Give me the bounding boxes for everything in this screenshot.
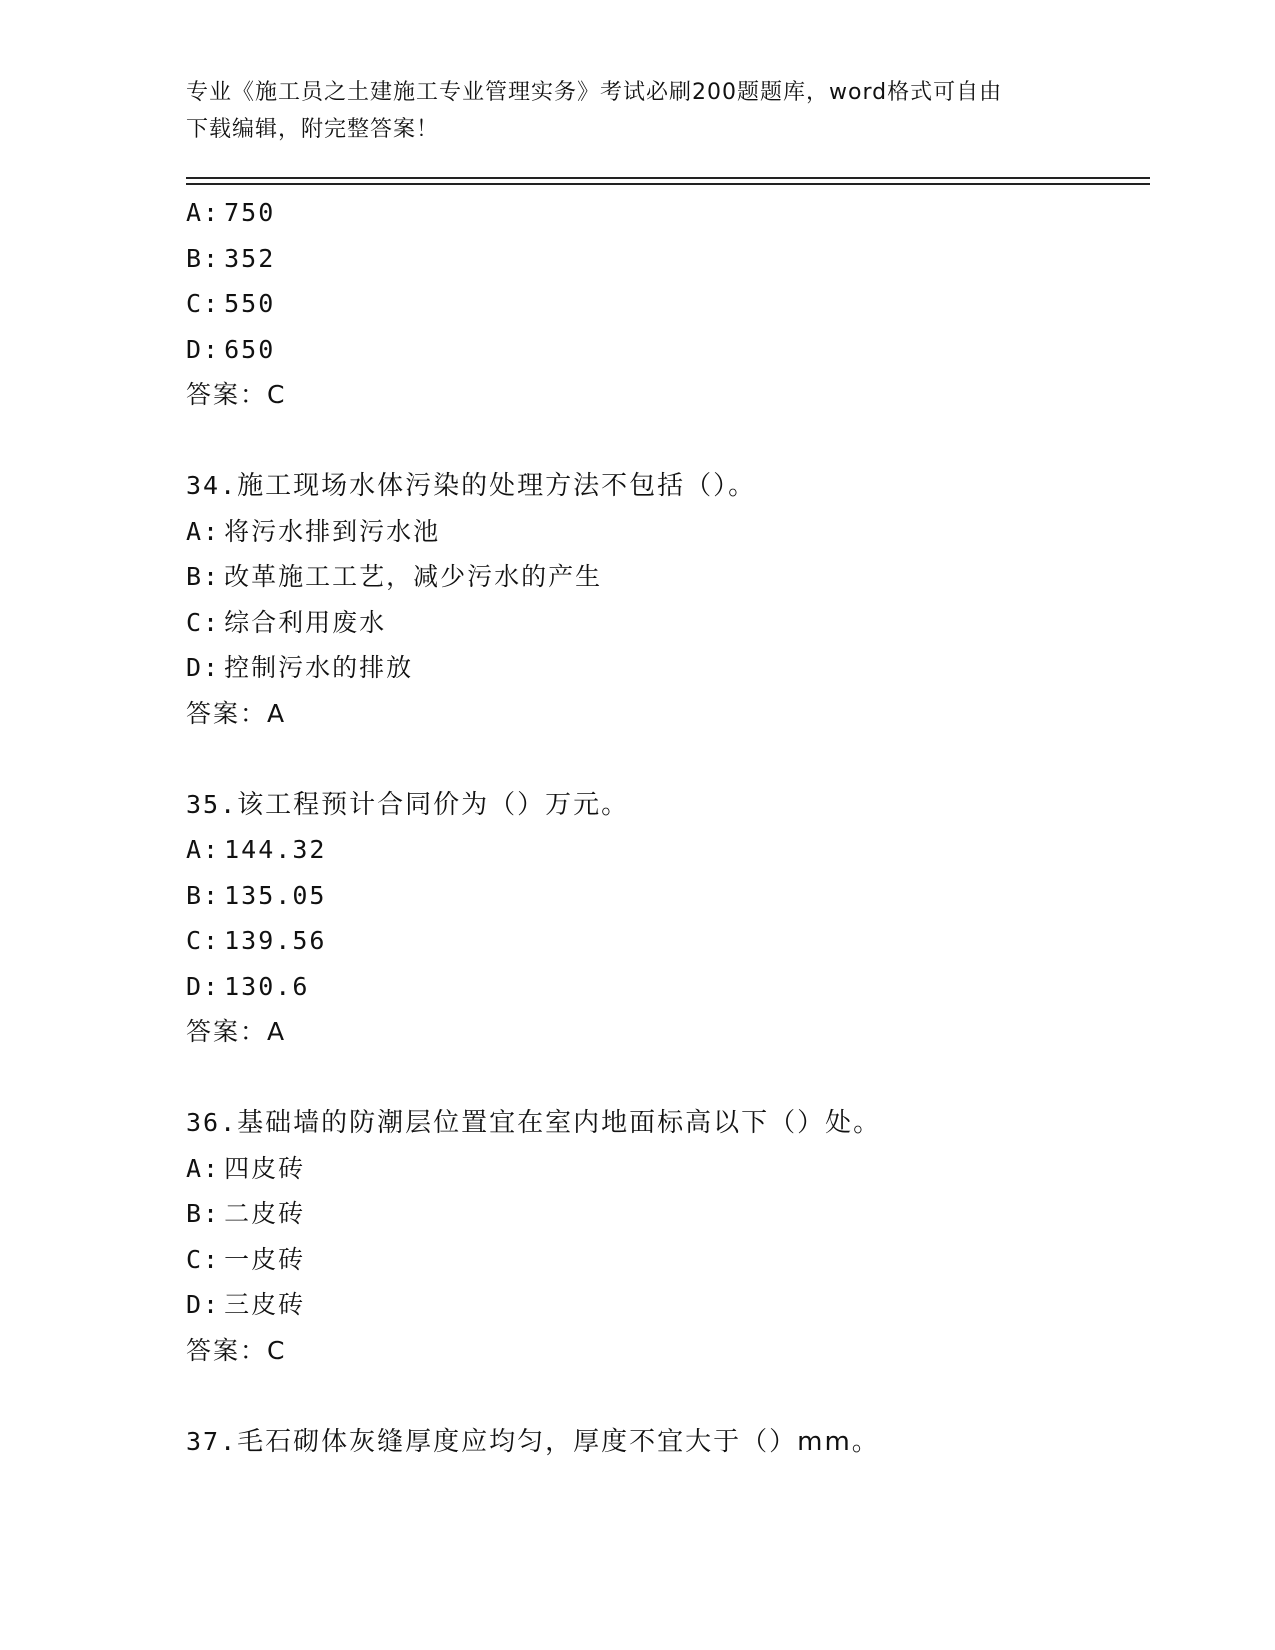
- answer-line: 答案：C: [186, 380, 287, 409]
- option-key: C:: [186, 1244, 221, 1274]
- option-a: [186, 1146, 1150, 1192]
- option-c: [186, 281, 1150, 327]
- option-text: 二皮砖: [224, 1199, 306, 1228]
- answer-line: 答案：A: [186, 1017, 287, 1046]
- option-key: C:: [186, 607, 221, 637]
- option-b: [186, 554, 1150, 600]
- option-text: 三皮砖: [224, 1290, 306, 1319]
- question-text: 该工程预计合同价为（）万元。: [237, 789, 630, 820]
- option-text: 135.05: [224, 880, 327, 910]
- option-key: A:: [186, 835, 221, 864]
- question-block-35: [186, 782, 1150, 1055]
- option-key: B:: [186, 880, 221, 910]
- question-stem: [186, 463, 1150, 509]
- option-text: 139.56: [224, 926, 327, 955]
- option-text: 352: [224, 243, 276, 273]
- question-text: 施工现场水体污染的处理方法不包括（）。: [237, 471, 757, 501]
- header-divider-bottom: [186, 183, 1150, 185]
- question-number: 34.: [186, 471, 238, 500]
- option-d: [186, 964, 1150, 1010]
- option-c: [186, 918, 1150, 964]
- option-text: 四皮砖: [224, 1153, 306, 1183]
- option-text: 改革施工工艺，减少污水的产生: [224, 562, 603, 591]
- answer-line: 答案：A: [186, 698, 287, 728]
- option-c: [186, 600, 1150, 646]
- header-divider-top: [186, 177, 1150, 179]
- option-text: 一皮砖: [224, 1244, 306, 1274]
- option-text: 综合利用废水: [224, 607, 387, 637]
- option-d: [186, 1282, 1150, 1328]
- question-text: 毛石砌体灰缝厚度应均匀，厚度不宜大于（）mm。: [237, 1426, 880, 1457]
- option-a: [186, 190, 1150, 236]
- option-text: 130.6: [224, 971, 310, 1001]
- option-b: [186, 236, 1150, 282]
- spacer: [186, 1373, 1150, 1419]
- option-b: [186, 1191, 1150, 1237]
- option-key: A:: [186, 516, 221, 546]
- option-d: [186, 327, 1150, 373]
- question-list: [186, 190, 1150, 1464]
- option-key: B:: [186, 243, 221, 273]
- question-number: 37.: [186, 1426, 238, 1456]
- spacer: [186, 736, 1150, 782]
- option-key: C:: [186, 289, 221, 318]
- question-block-continued: [186, 190, 1150, 418]
- option-a: [186, 509, 1150, 555]
- question-stem: [186, 1419, 1150, 1465]
- option-text: 650: [224, 334, 276, 364]
- option-text: 144.32: [224, 835, 327, 864]
- option-key: D:: [186, 971, 221, 1001]
- answer-line: 答案：C: [186, 1335, 287, 1365]
- option-key: A:: [186, 1153, 221, 1183]
- option-key: B:: [186, 562, 221, 591]
- document-header: [186, 74, 1086, 148]
- question-number: 35.: [186, 789, 238, 819]
- header-line-2: 下载编辑，附完整答案！: [186, 117, 440, 142]
- option-key: A:: [186, 198, 221, 227]
- question-text: 基础墙的防潮层位置宜在室内地面标高以下（）处。: [237, 1108, 882, 1138]
- option-text: 750: [224, 198, 276, 227]
- option-key: D:: [186, 653, 221, 682]
- option-d: [186, 645, 1150, 691]
- option-key: D:: [186, 1290, 221, 1319]
- option-key: D:: [186, 334, 221, 364]
- question-stem: [186, 1100, 1150, 1146]
- option-text: 控制污水的排放: [224, 653, 414, 682]
- spacer: [186, 1055, 1150, 1101]
- question-number: 36.: [186, 1108, 238, 1137]
- question-block-37: [186, 1419, 1150, 1465]
- option-key: C:: [186, 926, 221, 955]
- option-c: [186, 1237, 1150, 1283]
- option-text: 将污水排到污水池: [224, 516, 441, 546]
- question-block-36: [186, 1100, 1150, 1373]
- option-key: B:: [186, 1199, 221, 1228]
- option-b: [186, 873, 1150, 919]
- spacer: [186, 418, 1150, 464]
- option-a: [186, 827, 1150, 873]
- header-line-1: 专业《施工员之土建施工专业管理实务》考试必刷200题题库，word格式可自由: [186, 80, 1003, 105]
- option-text: 550: [224, 289, 276, 318]
- question-stem: [186, 782, 1150, 828]
- question-block-34: [186, 463, 1150, 736]
